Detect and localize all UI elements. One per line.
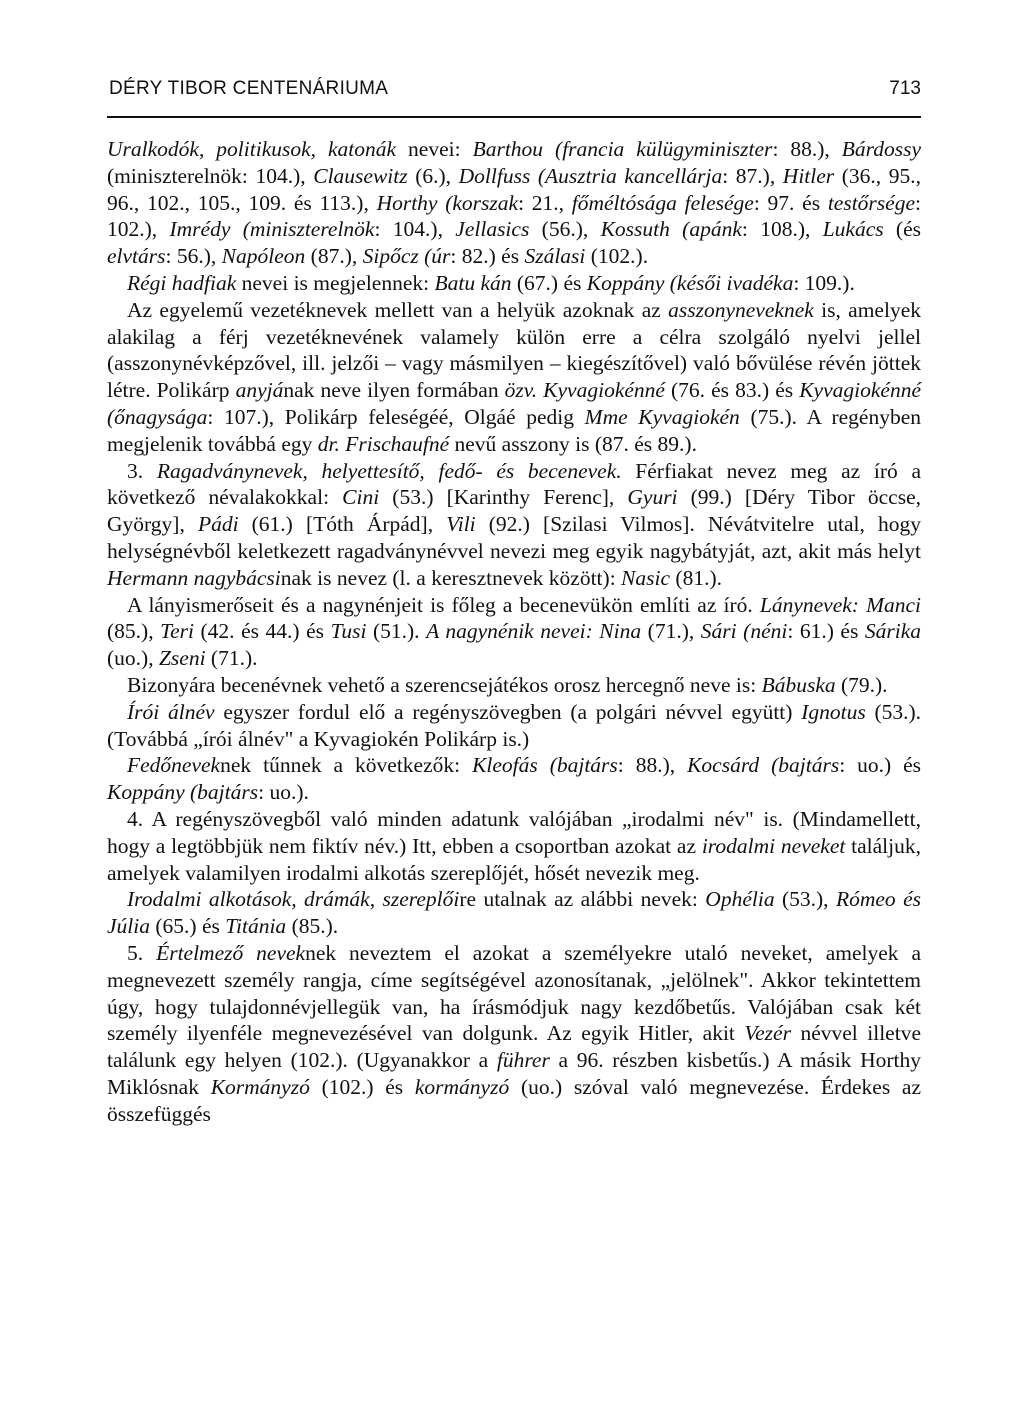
text-run: Az egyelemű vezetéknevek mellett van a helyük azoknak az bbox=[127, 297, 669, 322]
paragraph bbox=[107, 752, 921, 806]
text-run: : 61.) és bbox=[787, 619, 865, 644]
italic-run: Lukács bbox=[822, 217, 884, 242]
italic-run: Szálasi bbox=[524, 244, 586, 269]
italic-run: irodalmi neveket bbox=[701, 833, 846, 858]
italic-run: Sipőcz (úr bbox=[362, 244, 451, 269]
text-run: : 87.), bbox=[722, 163, 783, 188]
italic-run: asszonyneveknek bbox=[668, 297, 814, 322]
italic-run: Ragadványnevek, helyettesítő, fedő- és becenevek. bbox=[156, 458, 622, 483]
page-number: 713 bbox=[889, 78, 921, 99]
italic-run: Cini bbox=[342, 485, 380, 510]
italic-run: Titánia bbox=[225, 914, 287, 939]
text-run: (miniszterelnök: 104.), bbox=[107, 163, 314, 188]
text-run: : 88.), bbox=[617, 753, 688, 778]
text-run: (99.) [Déry Tibor öccse, György], bbox=[107, 485, 921, 537]
italic-run: A nagynénik nevei: Nina bbox=[426, 619, 642, 644]
text-run: (79.). bbox=[835, 672, 888, 697]
italic-run: Koppány (késői ivadéka bbox=[586, 270, 794, 295]
text-run: névvel illetve találunk egy helyen (102.). (Ugyanakkor a bbox=[107, 1021, 921, 1073]
italic-run: Zseni bbox=[158, 646, 206, 671]
paragraph bbox=[107, 297, 921, 458]
text-run: (92.) [Szilasi Vilmos]. Névátvitelre utal, hogy helységnévből keletkezett ragadványnévvel nevezi meg egyik nagybátyját, azt, akit más helyt bbox=[107, 512, 921, 563]
paragraph bbox=[107, 592, 921, 672]
italic-run: Kossuth (apánk bbox=[600, 217, 742, 242]
text-run: (71.), bbox=[641, 619, 701, 644]
italic-run: Kyvagiokénné (őnagysága bbox=[107, 378, 921, 429]
text-run: (53.). (Továbbá „írói álnév" a Kyvagiokén Polikárp is.) bbox=[107, 699, 922, 751]
text-run: nak is nevez (l. a keresztnevek között): bbox=[280, 565, 622, 590]
italic-run: Gyuri bbox=[627, 485, 678, 510]
text-run: (87.), bbox=[305, 244, 363, 269]
italic-run: Kleofás (bajtárs bbox=[472, 753, 618, 778]
text-run: nek neveztem el azokat a személyekre utaló neveket, amelyek a megnevezett személy rangja, címe segítségével azonosítanak, „jelölnek". Akkor tekintettem úgy, hogy tulajdonnévjellegük van, ha írásmódjuk nagy kezdőbetűs. Valójában csak két személy ilyenféle megnevezésével van dolgunk. Az egyik Hitler, akit bbox=[107, 940, 922, 1046]
text-run: 4. A regényszövegből való minden adatunk valójában „irodalmi név" is. (Mindamellett, hogy a legtöbbjük nem fiktív név.) Itt, ebben a csoportban azokat az bbox=[107, 806, 921, 858]
text-run: Férfiakat nevez meg az író a következő névalakokkal: bbox=[107, 458, 921, 510]
italic-run: Horthy (korszak bbox=[376, 190, 519, 215]
text-run: : 88.), bbox=[772, 137, 842, 161]
text-run: egyszer fordul elő a regényszövegben (a polgári névvel együtt) bbox=[214, 699, 802, 724]
text-run: : uo.). bbox=[258, 780, 309, 805]
text-run: : 82.) és bbox=[450, 244, 525, 269]
italic-run: Írói álnév bbox=[127, 699, 215, 724]
italic-run: kormányzó bbox=[414, 1074, 510, 1099]
paragraph bbox=[107, 806, 921, 886]
text-run: : 107.), Polikárp feleségéé, Olgáé pedig bbox=[207, 404, 585, 429]
italic-run: Nasic bbox=[621, 565, 671, 590]
text-run: : 102.), bbox=[107, 190, 921, 242]
text-run: nevű asszony is (87. és 89.). bbox=[449, 431, 697, 456]
text-run: (85.), bbox=[107, 619, 161, 644]
text-run: nevei: bbox=[396, 137, 473, 161]
italic-run: özv. Kyvagiokénné bbox=[504, 378, 665, 403]
italic-run: Irodalmi alkotások, drámák, szereplői bbox=[127, 887, 460, 912]
text-run: a 96. részben kisbetűs.) A másik Horthy Miklósnak bbox=[107, 1048, 921, 1099]
italic-run: Koppány (bajtárs bbox=[107, 780, 259, 805]
text-run: re utalnak az alábbi nevek: bbox=[459, 887, 706, 912]
page bbox=[107, 74, 921, 1127]
italic-run: Pádi bbox=[197, 512, 239, 537]
italic-run: Batu kán bbox=[434, 270, 512, 295]
italic-run: főméltósága felesége bbox=[571, 190, 754, 215]
text-run: (56.), bbox=[529, 217, 601, 242]
text-run: (61.) [Tóth Árpád], bbox=[238, 512, 447, 537]
paragraph bbox=[107, 672, 921, 699]
text-run: (76. és 83.) és bbox=[664, 378, 800, 403]
text-run: (71.). bbox=[205, 646, 258, 671]
italic-run: dr. Frischaufné bbox=[317, 431, 450, 456]
italic-run: Sárika bbox=[864, 619, 922, 644]
italic-run: Lánynevek: Manci bbox=[759, 592, 921, 617]
italic-run: Teri bbox=[160, 619, 194, 644]
italic-run: Kormányzó bbox=[210, 1074, 310, 1099]
text-run: (51.). bbox=[366, 619, 427, 644]
text-run: találjuk, amelyek valamilyen irodalmi alkotás szereplőjét, hősét nevezik meg. bbox=[107, 833, 922, 885]
italic-run: Sári (néni bbox=[700, 619, 788, 644]
italic-run: Napóleon bbox=[221, 244, 306, 269]
italic-run: Fedőnevek bbox=[127, 753, 221, 778]
italic-run: Hitler bbox=[782, 163, 835, 188]
italic-run: führer bbox=[496, 1048, 550, 1073]
text-run: (102.). bbox=[585, 244, 649, 269]
italic-run: Értelmező nevek bbox=[156, 940, 306, 965]
text-run: (uo.) szóval való megnevezése. Érdekes az összefüggés bbox=[107, 1074, 921, 1126]
italic-run: Uralkodók, politikusok, katonák bbox=[107, 137, 397, 161]
text-run: (65.) és bbox=[150, 914, 226, 939]
text-run: (102.) és bbox=[309, 1074, 415, 1099]
italic-run: elvtárs bbox=[107, 244, 166, 269]
text-run: 3. bbox=[127, 458, 157, 483]
paragraph bbox=[107, 699, 921, 753]
body-text bbox=[107, 136, 921, 1127]
italic-run: Jellasics bbox=[455, 217, 530, 242]
italic-run: Bábuska bbox=[761, 672, 836, 697]
italic-run: Vili bbox=[446, 512, 476, 537]
paragraph bbox=[107, 136, 921, 270]
text-run: (6.), bbox=[407, 163, 459, 188]
italic-run: Kocsárd (bajtárs bbox=[687, 753, 840, 778]
text-run: A lányismerőseit és a nagynénjeit is főleg a becenevükön említi az író. bbox=[127, 592, 760, 617]
text-run: : 97. és bbox=[753, 190, 828, 215]
italic-run: Mme Kyvagiokén bbox=[584, 404, 740, 429]
text-run: nevei is megjelennek: bbox=[236, 270, 435, 295]
text-run: : 56.), bbox=[165, 244, 222, 269]
italic-run: testőrsége bbox=[827, 190, 915, 215]
italic-run: Rómeo és Júlia bbox=[107, 887, 921, 939]
text-run: : 21., bbox=[518, 190, 572, 215]
text-run: is, amelyek alakilag a férj vezetéknevének valamely külön erre a célra szolgáló nyelvi jellel (asszonynévképzővel, ill. jelzői – vagy másmilyen – kiegészítővel) való bővülése révén jöttek létre. Polikárp bbox=[107, 297, 921, 403]
paragraph bbox=[107, 458, 921, 592]
italic-run: Hermann nagybácsi bbox=[107, 565, 281, 590]
text-run: (75.). A regényben megjelenik továbbá egy bbox=[107, 404, 922, 456]
text-run: (53.), bbox=[774, 887, 836, 912]
italic-run: Barthou (francia külügyminiszter bbox=[472, 137, 773, 161]
running-head-title: DÉRY TIBOR CENTENÁRIUMA bbox=[109, 78, 389, 99]
text-run: : 109.). bbox=[793, 270, 855, 295]
text-run: nak neve ilyen formában bbox=[283, 378, 505, 403]
text-run: nek tűnnek a következők: bbox=[220, 753, 473, 778]
paragraph bbox=[107, 886, 921, 940]
text-run: (és bbox=[883, 217, 922, 242]
italic-run: Vezér bbox=[744, 1021, 791, 1046]
running-head bbox=[107, 74, 921, 118]
text-run: (36., 95., 96., 102., 105., 109. és 113.), bbox=[107, 163, 921, 215]
paragraph bbox=[107, 270, 921, 297]
italic-run: Ophélia bbox=[705, 887, 775, 912]
text-run: (42. és 44.) és bbox=[193, 619, 331, 644]
text-run: (81.). bbox=[670, 565, 722, 590]
italic-run: Régi hadfiak bbox=[127, 270, 237, 295]
text-run: Bizonyára becenévnek vehető a szerencsejátékos orosz hercegnő neve is: bbox=[127, 672, 762, 697]
text-run: : 104.), bbox=[374, 217, 456, 242]
text-run: : uo.) és bbox=[839, 753, 921, 778]
text-run: (85.). bbox=[286, 914, 339, 939]
text-run: 5. bbox=[127, 940, 157, 965]
text-run: : 108.), bbox=[741, 217, 823, 242]
italic-run: Imrédy (miniszterelnök bbox=[169, 217, 375, 242]
italic-run: anyjá bbox=[235, 378, 284, 403]
italic-run: Tusi bbox=[330, 619, 367, 644]
italic-run: Dollfuss (Ausztria kancellárja bbox=[458, 163, 723, 188]
text-run: (uo.), bbox=[107, 646, 159, 671]
italic-run: Ignotus bbox=[801, 699, 866, 724]
paragraph bbox=[107, 940, 921, 1128]
italic-run: Clausewitz bbox=[313, 163, 408, 188]
text-run: (53.) [Karinthy Ferenc], bbox=[379, 485, 628, 510]
text-run: (67.) és bbox=[511, 270, 587, 295]
italic-run: Bárdossy bbox=[841, 137, 922, 161]
